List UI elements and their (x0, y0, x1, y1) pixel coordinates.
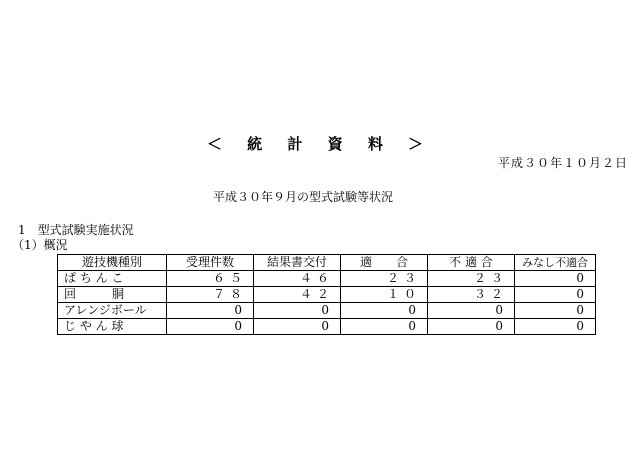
cell-deemed-non-compliant: 0 (515, 271, 596, 287)
document-subtitle: 平成３０年９月の型式試験等状況 (212, 190, 393, 204)
header-machine-type: 遊技機種別 (58, 255, 167, 271)
header-results-issued: 結果書交付 (254, 255, 341, 271)
cell-deemed-non-compliant: 0 (515, 319, 596, 335)
document-title: ＜ 統 計 資 料 ＞ (206, 135, 434, 153)
cell-non-compliant: ３２ (428, 287, 515, 303)
header-accepted-count: 受理件数 (167, 255, 254, 271)
cell-machine-type: アレンジボール (58, 303, 167, 319)
cell-non-compliant: 0 (428, 319, 515, 335)
cell-accepted-count: ７８ (167, 287, 254, 303)
cell-compliant: ２３ (341, 271, 428, 287)
table-row (58, 303, 596, 319)
cell-compliant: １０ (341, 287, 428, 303)
table-row (58, 287, 596, 303)
cell-compliant: 0 (341, 303, 428, 319)
header-compliant: 適 合 (341, 255, 428, 271)
cell-accepted-count: 0 (167, 303, 254, 319)
cell-results-issued: 0 (254, 319, 341, 335)
cell-deemed-non-compliant: 0 (515, 287, 596, 303)
cell-machine-type: じ や ん 球 (58, 319, 167, 335)
table-row (58, 319, 596, 335)
cell-non-compliant: 0 (428, 303, 515, 319)
header-deemed-non-compliant: みなし不適合 (515, 255, 596, 271)
cell-machine-type: 回 胴 (58, 287, 167, 303)
cell-compliant: 0 (341, 319, 428, 335)
cell-deemed-non-compliant: 0 (515, 303, 596, 319)
document-date: 平成３０年１０月２日 (497, 156, 628, 170)
cell-results-issued: 0 (254, 303, 341, 319)
section-heading-2: （1）概況 (12, 238, 68, 252)
cell-machine-type: ぱ ち ん こ (58, 271, 167, 287)
cell-results-issued: ４２ (254, 287, 341, 303)
section-heading-1: 1 型式試験実施状況 (18, 223, 134, 237)
table-header-row (58, 255, 596, 271)
cell-accepted-count: 0 (167, 319, 254, 335)
header-non-compliant: 不 適 合 (428, 255, 515, 271)
cell-results-issued: ４６ (254, 271, 341, 287)
cell-non-compliant: ２３ (428, 271, 515, 287)
cell-accepted-count: ６５ (167, 271, 254, 287)
table-row (58, 271, 596, 287)
status-table (57, 254, 596, 335)
